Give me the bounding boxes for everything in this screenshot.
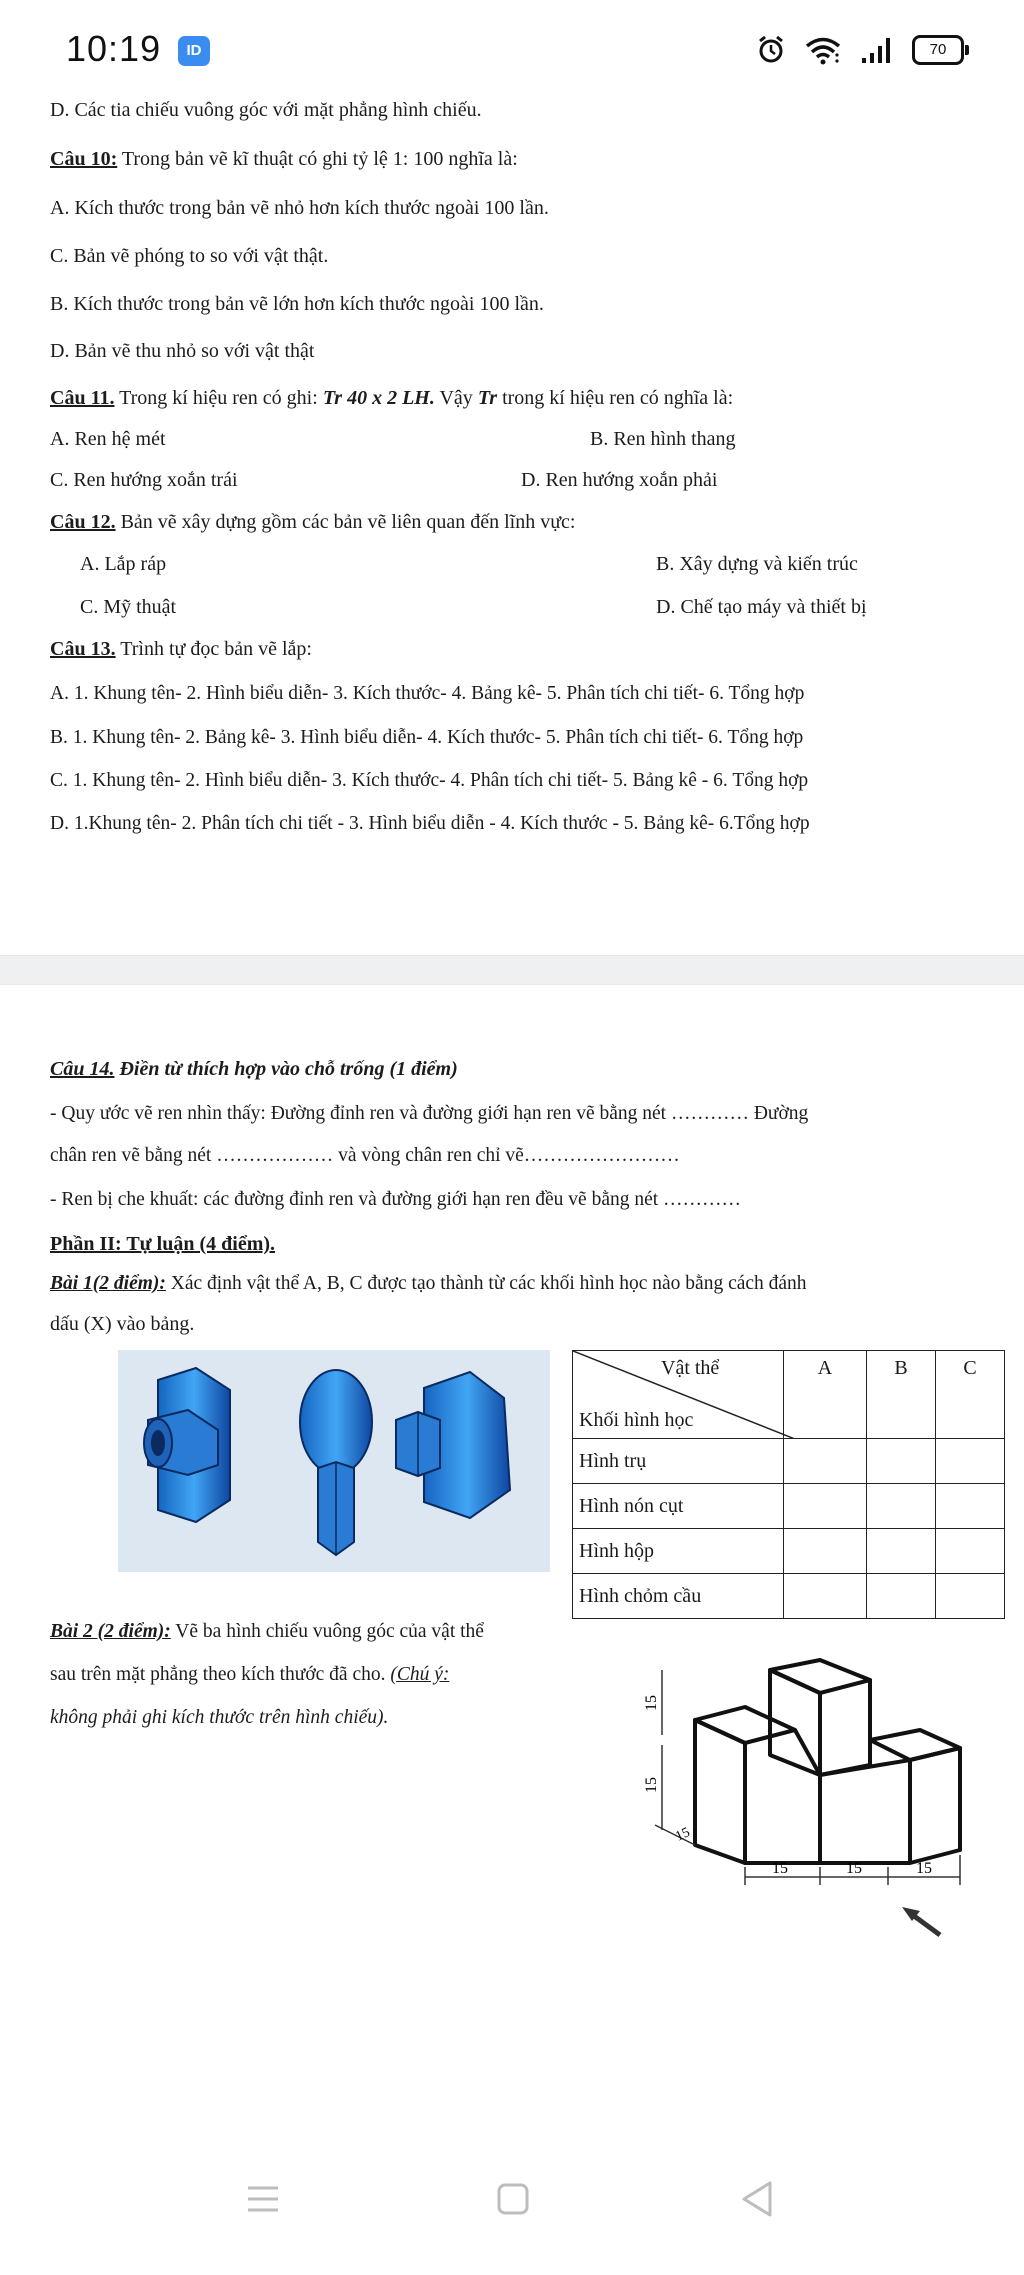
bai2-line2 [50,1661,449,1689]
bai2-text: Vẽ ba hình chiếu vuông góc của vật thể [170,1621,484,1642]
dimension-label: 15 [846,1860,862,1877]
q14-label: Câu 14. [50,1058,115,1080]
dimension-label: 15 [772,1860,788,1877]
q13-option-d: D. 1.Khung tên- 2. Phân tích chi tiết - 3. Hình biểu diễn - 4. Kích thước - 5. Bảng kê- 6.Tổng hợp [50,813,810,834]
solids-table [572,1350,1005,1619]
q10-option-a: A. Kích thước trong bản vẽ nhỏ hơn kích thước ngoài 100 lần. [50,197,549,219]
q13-text: Trình tự đọc bản vẽ lắp: [115,638,312,660]
q13-question [50,635,312,663]
q11-tr: Tr [477,387,498,409]
table-cell[interactable] [784,1439,867,1484]
home-icon[interactable] [496,2182,530,2216]
q11-text1: Trong kí hiệu ren có ghi: [114,387,323,409]
notification-badge-icon: ID [178,36,210,66]
q9-option-d: D. Các tia chiếu vuông góc với mặt phẳng hình chiếu. [50,99,482,121]
bai1-text2: dấu (X) vào bảng. [50,1313,195,1335]
q14-question [50,1055,458,1083]
view-direction-arrow-icon [902,1907,940,1935]
q14-line3: - Ren bị che khuất: các đường đỉnh ren và đường giới hạn ren đều vẽ bằng nét ………… [50,1189,742,1210]
signal-icon [860,36,894,64]
q10-text: Trong bản vẽ kĩ thuật có ghi tỷ lệ 1: 100 nghĩa là: [117,148,518,170]
q13-label: Câu 13. [50,638,116,660]
q10-option-b: B. Kích thước trong bản vẽ lớn hơn kích thước ngoài 100 lần. [50,293,544,315]
q10-question [50,145,518,173]
q14-line2: chân ren vẽ bằng nét ……………… và vòng chân ren chỉ vẽ…………………… [50,1145,680,1166]
wifi-icon [804,35,842,65]
dimension-label: 15 [916,1860,932,1877]
corner-header-object: Vật thể [661,1357,720,1379]
solids-illustration [118,1350,550,1572]
table-col-c: C [936,1351,1005,1439]
table-cell[interactable] [867,1439,936,1484]
table-col-b: B [867,1351,936,1439]
menu-icon[interactable] [246,2182,280,2216]
corner-header-solid: Khối hình học [579,1409,694,1431]
q10-option-d: D. Bản vẽ thu nhỏ so với vật thật [50,340,315,362]
solid-c [396,1372,510,1518]
table-cell[interactable] [936,1484,1005,1529]
dimension-label: 15 [673,1825,693,1845]
q11-code: Tr 40 x 2 LH. [322,387,435,409]
q14-title: Điền từ thích hợp vào chỗ trống (1 điểm) [114,1058,458,1080]
bai1-label: Bài 1(2 điểm): [50,1273,166,1294]
q11-option-b: B. Ren hình thang [590,428,736,450]
isometric-figure [620,1645,980,1945]
navigation-bar [0,2170,1024,2250]
table-cell[interactable] [936,1439,1005,1484]
q12-option-a: A. Lắp ráp [80,553,167,575]
q12-option-b: B. Xây dựng và kiến trúc [656,553,858,575]
table-cell[interactable] [784,1484,867,1529]
q13-option-a: A. 1. Khung tên- 2. Hình biểu diễn- 3. Kích thước- 4. Bảng kê- 5. Phân tích chi tiết- 6. Tổng hợp [50,683,805,704]
q12-text: Bản vẽ xây dựng gồm các bản vẽ liên quan đến lĩnh vực: [115,511,576,533]
dimension-label: 15 [643,1695,660,1711]
q11-question [50,384,733,412]
table-corner-cell [573,1351,784,1439]
table-row-label: Hình nón cụt [573,1484,784,1529]
q12-option-d: D. Chế tạo máy và thiết bị [656,596,867,618]
table-cell[interactable] [867,1529,936,1574]
q11-option-a: A. Ren hệ mét [50,428,166,450]
q10-label: Câu 10: [50,148,118,170]
bai2-line3: không phải ghi kích thước trên hình chiếu). [50,1707,389,1728]
q10-option-c: C. Bản vẽ phóng to so với vật thật. [50,245,329,267]
part2-heading: Phần II: Tự luận (4 điểm). [50,1233,276,1255]
table-row-label: Hình chỏm cầu [573,1574,784,1619]
status-icons [756,28,964,72]
bai2-line2-text: sau trên mặt phẳng theo kích thước đã cho. [50,1664,391,1685]
solid-b [300,1370,372,1555]
table-row-label: Hình trụ [573,1439,784,1484]
bai1-text: Xác định vật thể A, B, C được tạo thành từ các khối hình học nào bằng cách đánh [165,1273,807,1294]
status-time: 10:19 [66,28,162,69]
table-cell[interactable] [784,1529,867,1574]
table-cell[interactable] [784,1574,867,1619]
q12-option-c: C. Mỹ thuật [80,596,177,618]
dimension-label: 15 [643,1777,660,1793]
q13-option-c: C. 1. Khung tên- 2. Hình biểu diễn- 3. Kích thước- 4. Phân tích chi tiết- 5. Bảng kê - 6. Tổng hợp [50,770,809,791]
q11-label: Câu 11. [50,387,115,409]
bai2-question [50,1618,484,1646]
status-bar [0,0,1024,100]
table-cell[interactable] [867,1574,936,1619]
q11-option-c: C. Ren hướng xoắn trái [50,469,238,491]
q12-label: Câu 12. [50,511,116,533]
table-row-label: Hình hộp [573,1529,784,1574]
page-break-divider [0,955,1024,985]
bai2-label: Bài 2 (2 điểm): [50,1621,171,1642]
table-col-a: A [784,1351,867,1439]
table-cell[interactable] [867,1484,936,1529]
solids-figure [118,1350,550,1572]
battery-icon: 70 [912,35,964,65]
solid-a [144,1368,230,1522]
bai2-note-label: (Chú ý: [390,1664,450,1685]
q12-question [50,508,575,536]
back-icon[interactable] [740,2180,774,2218]
q11-text2: Vậy [434,387,478,409]
q11-text3: trong kí hiệu ren có nghĩa là: [497,387,734,409]
q14-line1: - Quy ước vẽ ren nhìn thấy: Đường đỉnh ren và đường giới hạn ren vẽ bằng nét ………… Đường [50,1103,809,1124]
alarm-icon [756,35,786,65]
bai1-question [50,1270,807,1298]
table-cell[interactable] [936,1574,1005,1619]
q11-option-d: D. Ren hướng xoắn phải [521,469,718,491]
table-cell[interactable] [936,1529,1005,1574]
q13-option-b: B. 1. Khung tên- 2. Bảng kê- 3. Hình biểu diễn- 4. Kích thước- 5. Phân tích chi tiết- 6. Tổng hợp [50,727,804,748]
